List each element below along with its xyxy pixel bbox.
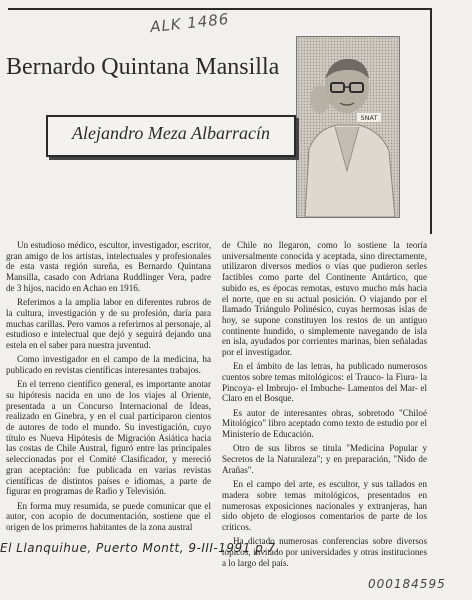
photo-badge-text: SNAT (360, 114, 378, 123)
paragraph: En el terreno científico general, es importante anotar su hipótesis nacida en uno de los viajes al Oriente, presentada a un Concurso Internacional de Ideas, realizado en Ginebra, y en el cual participaron cientos de autores de todo el mundo. Su investigación, cuyo título es Nueva Hipótesis de Migración Asiática hacia las costas de Chile Austral, figuró entre las principales seleccionadas por el Comité Clasificador, y mereció gran aceptación: fue publicada en varias revistas científicas de distintos países e idiomas, a parte de figurar en programas de Radio y Televisión. (6, 379, 211, 497)
paragraph: Como investigador en el campo de la medicina, ha publicado en revistas científicas interesantes trabajos. (6, 354, 211, 375)
paragraph: En el campo del arte, es escultor, y sus tallados en madera sobre temas mitológicos, presentados en numerosas exposiciones nacionales y extranjeras, han sido objeto de elogiosos comentarios de parte de los críticos. (222, 479, 427, 532)
paragraph: En forma muy resumida, se puede comunicar que el autor, con acopio de documentación, sostiene que el origen de los primeros habitantes de la zona austral (6, 500, 211, 532)
paragraph: de Chile no llegaron, como lo sostiene la teoría universalmente conocida y aceptada, sino directamente, utilizaron diversos medios o vías que pudieron serles factibles como parte del Continente Antártico, que subido es, es épocas remotas, estuvo mucho más hacia el norte, que en su actual posición. O viajando por el llamado Triángulo Polinésico, cuyas hermosas islas de hoy, se supone constituyen los restos de un antiguo continente hundido, o simplemente navegando de isla en isla, ayudados por corrientes marinas, bien señaladas por el investigador. (222, 240, 427, 358)
handwritten-archive-code: 000184595 (368, 577, 446, 591)
article-column-left (6, 240, 211, 536)
article-title: Bernardo Quintana Mansilla (6, 54, 280, 80)
paragraph: Otro de sus libros se titula "Medicina Popular y Secretos de la Naturaleza"; y en preparación, "Nido de Arañas". (222, 443, 427, 475)
handwritten-source-note: El Llanquihue, Puerto Montt, 9-III-1991 p.7. (0, 541, 280, 555)
portrait-photo (296, 36, 400, 218)
author-name: Alejandro Meza Albarracín (72, 123, 270, 143)
paragraph: Un estudioso médico, escultor, investigador, escritor, gran amigo de los artistas, intelectuales y profesionales de esta vasta región sureña, es Bernardo Quintana Mansilla, casado con Adriana Ruddlinger Vera, padre de 3 hijos, nacido en Achao en 1916. (6, 240, 211, 293)
paragraph: Es autor de interesantes obras, sobretodo "Chiloé Mitológico" libro aceptado como texto de estudio por el Ministerio de Educación. (222, 407, 427, 440)
portrait-illustration (297, 37, 399, 217)
byline-box (46, 115, 296, 157)
article-column-right (222, 240, 427, 572)
paragraph: En el ámbito de las letras, ha publicado numerosos cuentos sobre temas mitológicos: el Trauco- la Fiura- la Pincoya- el Imbrujo- el Imbuche- Lamentos del Mar- el Claro en el Bosque. (222, 361, 427, 404)
paragraph: Referimos a la amplia labor en diferentes rubros de la cultura, investigación y de su profesión, daría para muchas carillas. Pero vamos a referirnos al personaje, al estudioso e intelectual que dejó y seguirá dejando una estela en el saber para nuestra juventud. (6, 297, 211, 350)
handwritten-catalog-number: ALK 1486 (149, 9, 231, 37)
paragraph: Ha dictado numerosas conferencias sobre diversos tópicos, invitado por universidades y otras instituciones a lo largo del país. (222, 536, 427, 568)
frame-rule-right (430, 8, 432, 234)
